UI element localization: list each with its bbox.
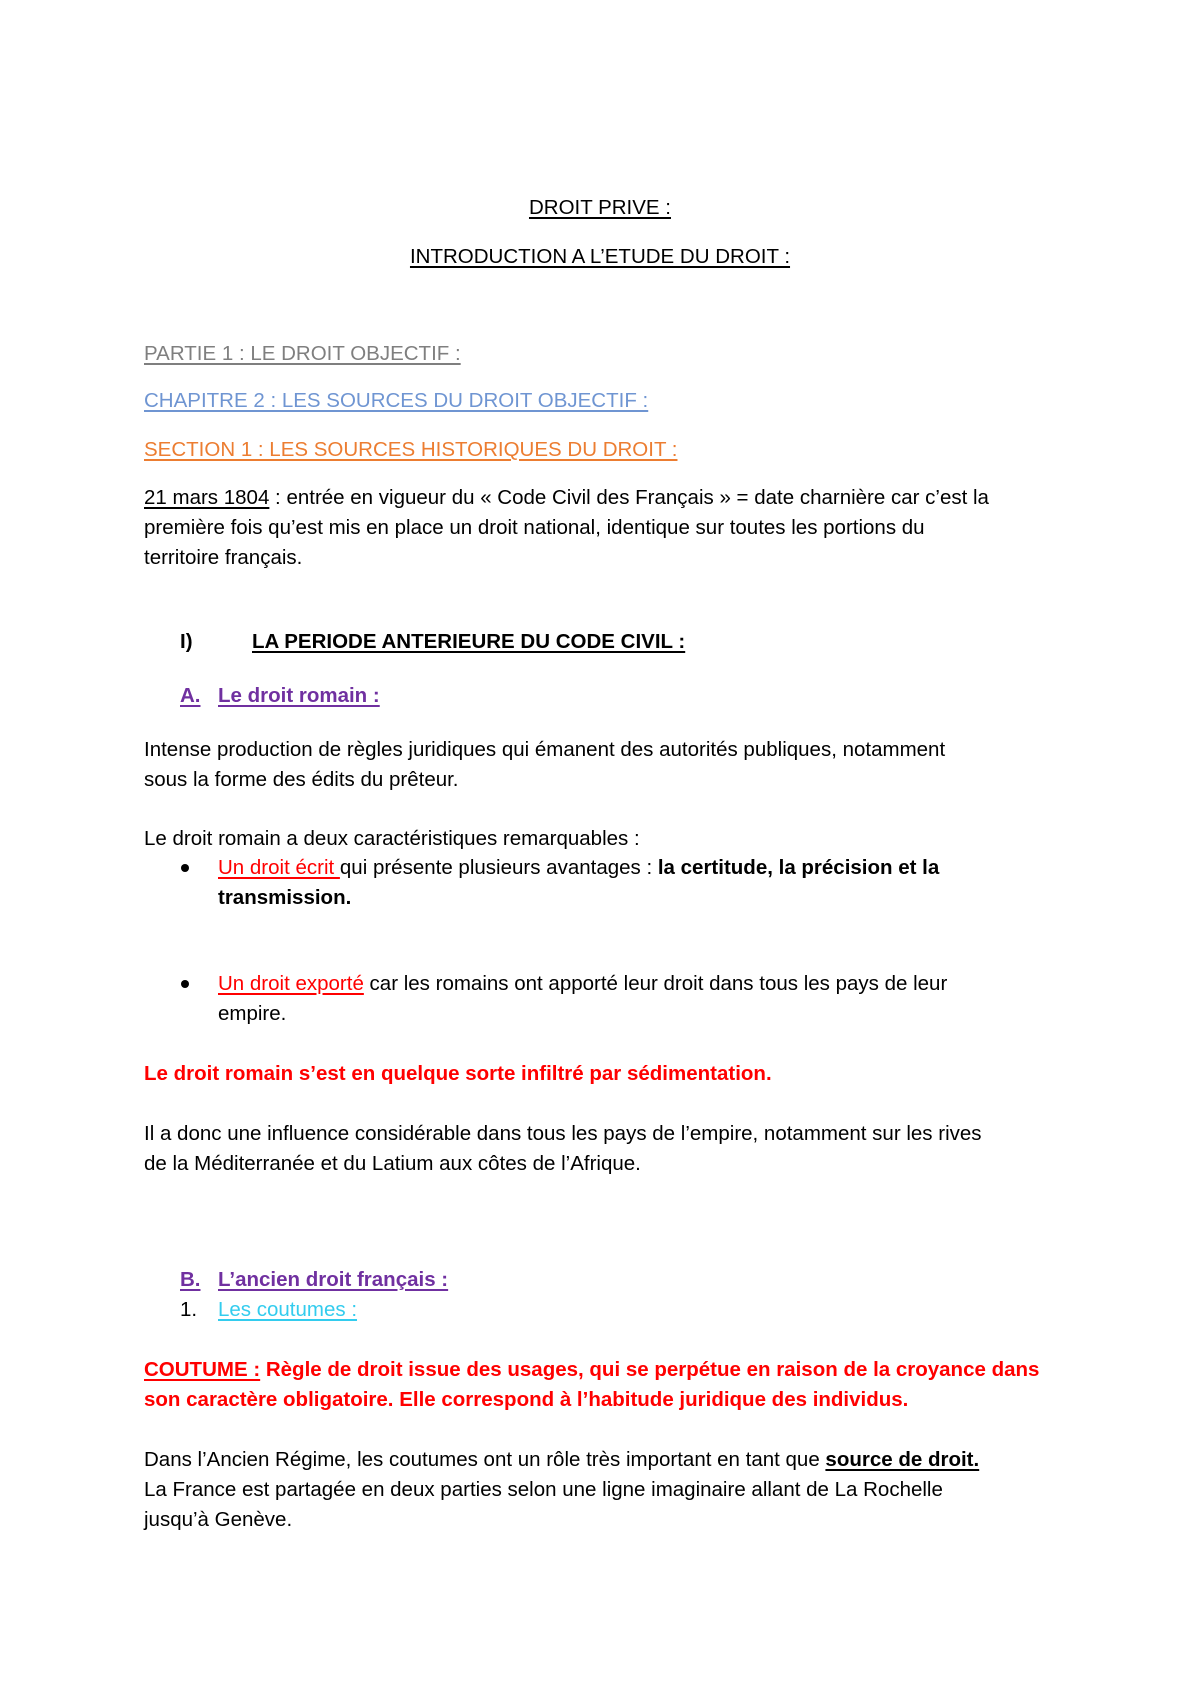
- bullet-dot-icon: [181, 864, 189, 872]
- subB-para-line3: jusqu’à Genève.: [144, 1508, 293, 1531]
- section-heading: SECTION 1 : LES SOURCES HISTORIQUES DU DROIT :: [144, 438, 678, 461]
- bullet-dot-icon: [181, 980, 189, 988]
- subB-letter: B.: [180, 1268, 201, 1291]
- bullet-2-text: car les romains ont apporté leur droit dans tous les pays de leur: [363, 972, 948, 995]
- bullet-1-line-2: transmission.: [218, 886, 352, 909]
- intro-line-1: [144, 488, 989, 509]
- subA-para3-line2: de la Méditerranée et du Latium aux côtes de l’Afrique.: [144, 1152, 641, 1175]
- subA-letter: A.: [180, 684, 201, 707]
- chapitre-heading: CHAPITRE 2 : LES SOURCES DU DROIT OBJECTIF :: [144, 389, 649, 412]
- subA-para2: Le droit romain a deux caractéristiques remarquables :: [144, 827, 640, 850]
- coutume-def-text: Règle de droit issue des usages, qui se perpétue en raison de la croyance dans: [260, 1358, 1040, 1381]
- coutume-definition-line-2: son caractère obligatoire. Elle correspond à l’habitude juridique des individus.: [144, 1388, 909, 1411]
- intro-line-3: territoire français.: [144, 546, 303, 569]
- document-subtitle: INTRODUCTION A L’ETUDE DU DROIT :: [409, 245, 791, 268]
- subB-item-number: 1.: [180, 1298, 198, 1321]
- part1-numeral: I): [180, 630, 193, 653]
- bullet-2-term: Un droit exporté: [218, 972, 364, 995]
- coutume-definition-line-1: [144, 1360, 1039, 1381]
- bullet-1-line-1: [218, 858, 939, 879]
- source-de-droit: source de droit.: [825, 1448, 980, 1471]
- intro-line-1-text: : entrée en vigueur du « Code Civil des Français » = date charnière car c’est la: [269, 486, 989, 509]
- subB-para-line1: [144, 1450, 979, 1471]
- subB-para-text: Dans l’Ancien Régime, les coutumes ont un rôle très important en tant que: [144, 1448, 826, 1471]
- subA-title: Le droit romain :: [218, 684, 380, 707]
- intro-date: 21 mars 1804: [144, 486, 270, 509]
- bullet-1-term: Un droit écrit: [218, 856, 340, 879]
- partie-heading: PARTIE 1 : LE DROIT OBJECTIF :: [144, 342, 461, 365]
- subA-highlight: Le droit romain s’est en quelque sorte infiltré par sédimentation.: [144, 1062, 772, 1085]
- document-title: DROIT PRIVE :: [528, 196, 671, 219]
- part1-title: LA PERIODE ANTERIEURE DU CODE CIVIL :: [252, 630, 686, 653]
- bullet-1-text: qui présente plusieurs avantages :: [339, 856, 658, 879]
- subB-title: L’ancien droit français :: [218, 1268, 449, 1291]
- intro-line-2: première fois qu’est mis en place un droit national, identique sur toutes les portions du: [144, 516, 925, 539]
- bullet-2-line-1: [218, 974, 947, 995]
- subA-para3-line1: Il a donc une influence considérable dans tous les pays de l’empire, notamment sur les rives: [144, 1122, 982, 1145]
- subB-para-line2: La France est partagée en deux parties selon une ligne imaginaire allant de La Rochelle: [144, 1478, 943, 1501]
- subB-item-title: Les coutumes :: [218, 1298, 358, 1321]
- coutume-term: COUTUME :: [144, 1358, 261, 1381]
- subA-para1-line1: Intense production de règles juridiques qui émanent des autorités publiques, notamment: [144, 738, 946, 761]
- subA-para1-line2: sous la forme des édits du prêteur.: [144, 768, 459, 791]
- bullet-1-bold: la certitude, la précision et la: [657, 856, 940, 879]
- bullet-2-line-2: empire.: [218, 1002, 287, 1025]
